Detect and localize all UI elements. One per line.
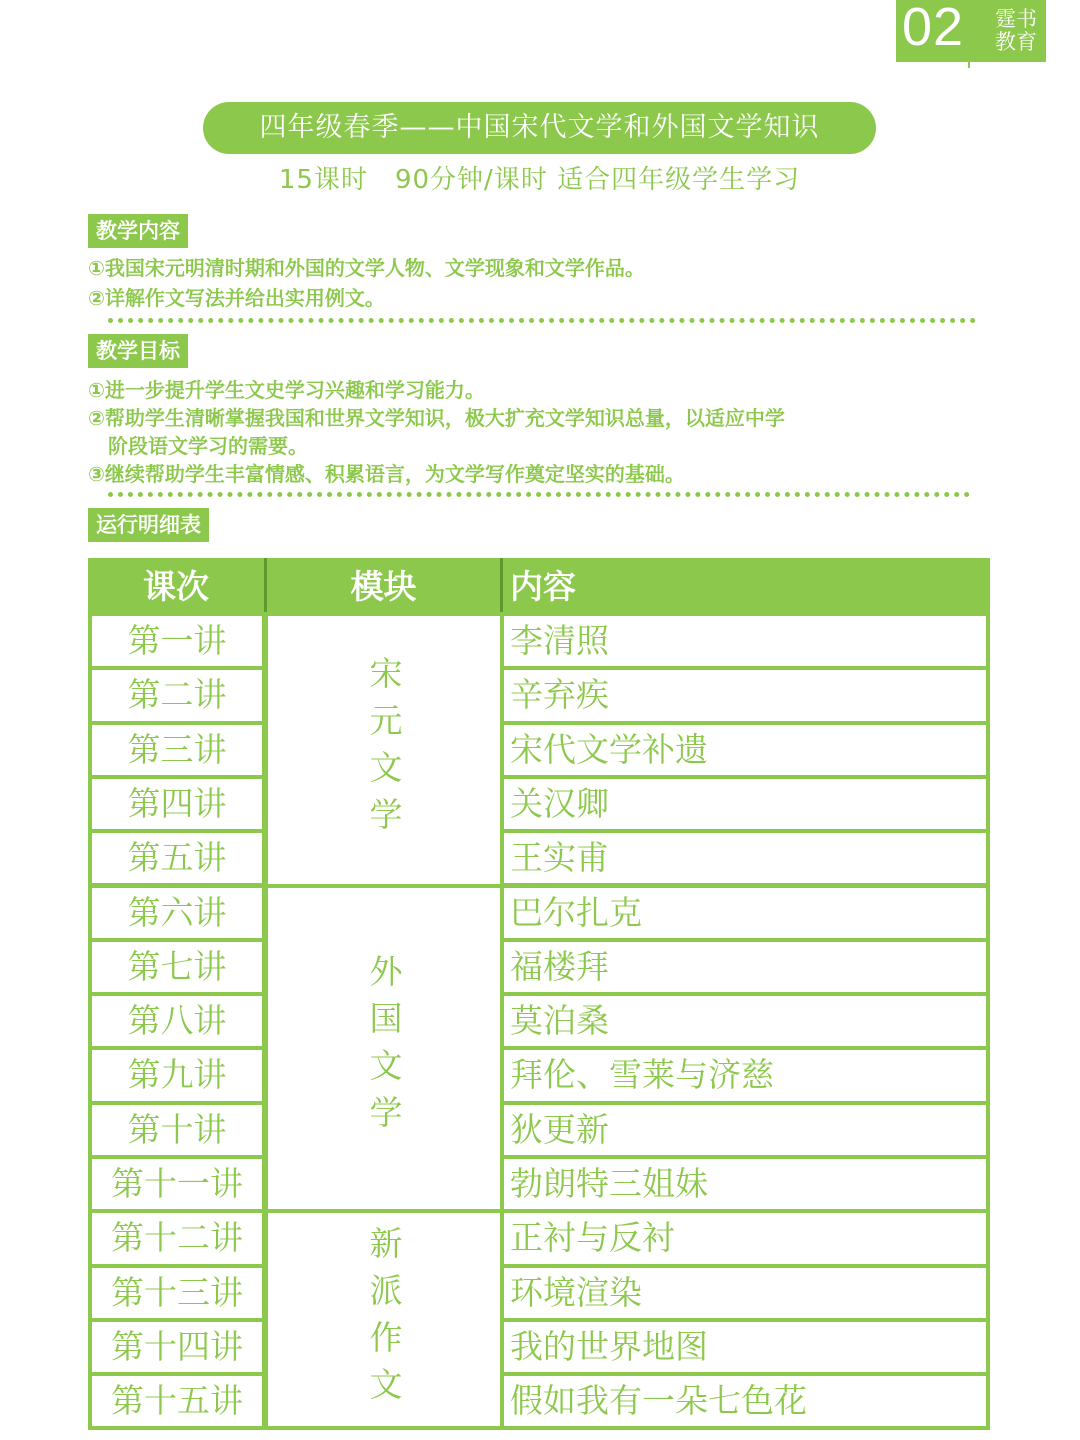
course-title: 四年级春季——中国宋代文学和外国文学知识 <box>203 102 876 154</box>
lesson-cell: 第二讲 <box>88 666 266 724</box>
goal-item-2: ②帮助学生清晰掌握我国和世界文学知识，极大扩充文学知识总量，以适应中学 <box>88 406 785 430</box>
header-lesson: 课次 <box>143 567 209 606</box>
content-cell: 假如我有一朵七色花 <box>500 1372 990 1430</box>
content-cell: 李清照 <box>500 612 990 670</box>
section-heading-content: 教学内容 <box>88 214 188 248</box>
lesson-cell: 第九讲 <box>88 1046 266 1104</box>
header-separator <box>500 558 503 612</box>
brand-line-2: 教育 <box>995 30 1037 54</box>
lesson-cell: 第十三讲 <box>88 1264 266 1322</box>
content-cell: 环境渲染 <box>500 1264 990 1322</box>
content-item-2: ②详解作文写法并给出实用例文。 <box>88 286 385 310</box>
section-heading-goals: 教学目标 <box>88 334 188 368</box>
course-subtitle: 15课时 90分钟/课时 适合四年级学生学习 <box>278 165 801 195</box>
lesson-cell: 第十二讲 <box>88 1209 266 1267</box>
header-content: 内容 <box>510 567 576 606</box>
table-header-row <box>88 558 990 612</box>
page-badge <box>896 0 1046 62</box>
goal-item-2-cont: 阶段语文学习的需要。 <box>88 434 308 458</box>
module-label: 宋元文学 <box>364 655 404 844</box>
content-cell: 正衬与反衬 <box>500 1209 990 1267</box>
lesson-cell: 第四讲 <box>88 775 266 833</box>
lesson-cell: 第十一讲 <box>88 1155 266 1213</box>
goal-item-1: ①进一步提升学生文史学习兴趣和学习能力。 <box>88 378 485 402</box>
lesson-cell: 第十讲 <box>88 1101 266 1159</box>
content-cell: 拜伦、雪莱与济慈 <box>500 1046 990 1104</box>
content-cell: 关汉卿 <box>500 775 990 833</box>
lesson-cell: 第十五讲 <box>88 1372 266 1430</box>
lesson-cell: 第三讲 <box>88 721 266 779</box>
dotted-divider <box>108 318 976 323</box>
module-cell <box>264 1209 504 1430</box>
brand-line-1: 霆书 <box>995 7 1037 31</box>
section-heading-schedule: 运行明细表 <box>88 508 209 542</box>
page-number: 02 <box>902 0 965 57</box>
content-cell: 莫泊桑 <box>500 992 990 1050</box>
dotted-divider <box>108 492 970 497</box>
content-cell: 福楼拜 <box>500 938 990 996</box>
content-cell: 勃朗特三姐妹 <box>500 1155 990 1213</box>
module-label: 新派作文 <box>364 1225 404 1414</box>
header-module: 模块 <box>350 567 417 606</box>
brand-name <box>990 8 1042 54</box>
content-cell: 巴尔扎克 <box>500 884 990 942</box>
lesson-cell: 第七讲 <box>88 938 266 996</box>
goal-item-3: ③继续帮助学生丰富情感、积累语言，为文学写作奠定坚实的基础。 <box>88 462 685 486</box>
lesson-cell: 第六讲 <box>88 884 266 942</box>
content-cell: 我的世界地图 <box>500 1318 990 1376</box>
lesson-cell: 第八讲 <box>88 992 266 1050</box>
content-cell: 辛弃疾 <box>500 666 990 724</box>
module-cell <box>264 884 504 1214</box>
content-cell: 宋代文学补遗 <box>500 721 990 779</box>
content-cell: 狄更新 <box>500 1101 990 1159</box>
content-cell: 王实甫 <box>500 829 990 887</box>
module-cell <box>264 612 504 888</box>
lesson-cell: 第五讲 <box>88 829 266 887</box>
module-label: 外国文学 <box>364 954 404 1143</box>
lesson-cell: 第十四讲 <box>88 1318 266 1376</box>
content-item-1: ①我国宋元明清时期和外国的文学人物、文学现象和文学作品。 <box>88 256 645 280</box>
badge-tick <box>968 62 970 68</box>
lesson-cell: 第一讲 <box>88 612 266 670</box>
